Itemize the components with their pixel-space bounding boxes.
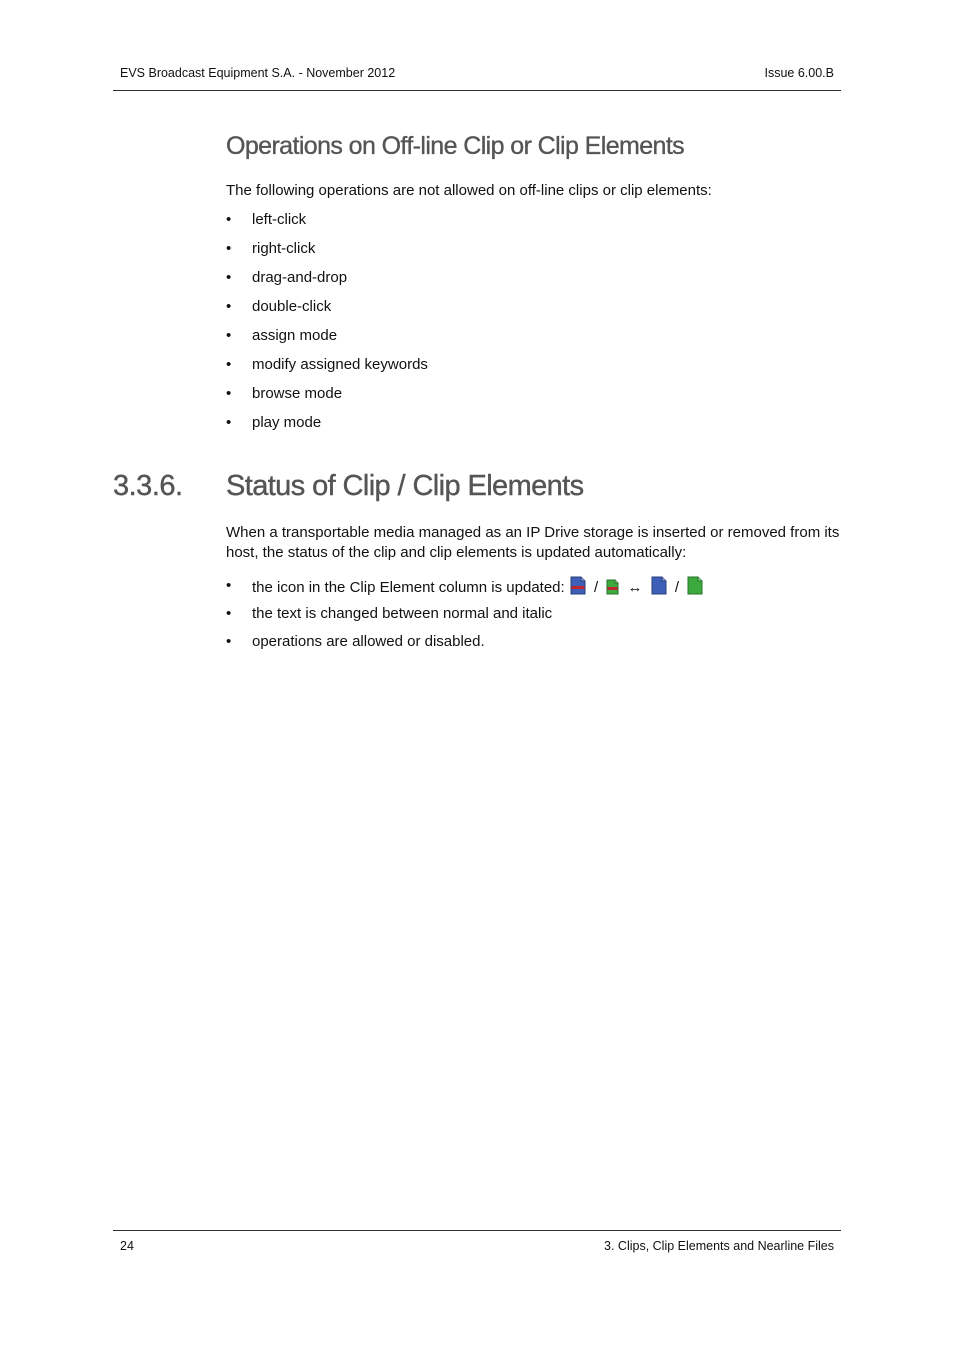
bullet-icon: • bbox=[226, 269, 232, 286]
bullet-icon: • bbox=[226, 385, 232, 402]
list-item-text: browse mode bbox=[252, 385, 343, 402]
bullet-icon: • bbox=[226, 577, 232, 594]
list-item bbox=[226, 384, 846, 413]
list-item-text: the text is changed between normal and italic bbox=[252, 605, 553, 622]
icon-separator: / bbox=[594, 579, 599, 596]
list-item bbox=[226, 413, 846, 442]
page-number: 24 bbox=[120, 1239, 134, 1253]
header-company-date: EVS Broadcast Equipment S.A. - November 2012 bbox=[120, 66, 396, 80]
list-item bbox=[226, 632, 846, 660]
bullet-icon: • bbox=[226, 240, 232, 257]
bullet-icon: • bbox=[226, 298, 232, 315]
offline-operations-list bbox=[226, 210, 846, 442]
page-footer bbox=[113, 1230, 841, 1253]
icon-separator: / bbox=[674, 579, 680, 596]
list-item bbox=[226, 576, 846, 604]
status-list bbox=[226, 576, 846, 660]
list-item-text: drag-and-drop bbox=[252, 269, 348, 286]
list-item bbox=[226, 326, 846, 355]
header-issue: Issue 6.00.B bbox=[764, 66, 834, 80]
list-item-text: the icon in the Clip Element column is updated: bbox=[252, 579, 565, 596]
section-number: 3.3.6. bbox=[113, 470, 183, 502]
page-header bbox=[113, 64, 841, 91]
list-item-text: assign mode bbox=[252, 327, 338, 344]
clip-offline-blue-icon bbox=[570, 576, 586, 601]
status-paragraph: When a transportable media managed as an IP Drive storage is inserted or removed from its host, the status of the clip and clip elements is updated automatically: bbox=[226, 524, 840, 561]
arrow-icon: ↔ bbox=[627, 579, 643, 596]
list-item bbox=[226, 604, 846, 632]
offline-intro-text: The following operations are not allowed on off-line clips or clip elements: bbox=[226, 182, 712, 199]
list-item bbox=[226, 355, 846, 384]
section-title-offline: Operations on Off-line Clip or Clip Elements bbox=[226, 132, 685, 160]
bullet-icon: • bbox=[226, 327, 232, 344]
list-item bbox=[226, 297, 846, 326]
list-item-text: play mode bbox=[252, 414, 322, 431]
list-item bbox=[226, 210, 846, 239]
footer-chapter: 3. Clips, Clip Elements and Nearline Files bbox=[604, 1239, 834, 1253]
bullet-icon: • bbox=[226, 605, 232, 622]
list-item bbox=[226, 268, 846, 297]
clip-element-offline-green-icon bbox=[606, 579, 619, 601]
bullet-icon: • bbox=[226, 633, 232, 650]
list-item-text: modify assigned keywords bbox=[252, 356, 428, 373]
section-title-status: Status of Clip / Clip Elements bbox=[226, 470, 584, 502]
list-item-text: left-click bbox=[252, 211, 307, 228]
list-item bbox=[226, 239, 846, 268]
clip-element-green-icon bbox=[687, 576, 703, 601]
list-item-text: operations are allowed or disabled. bbox=[252, 633, 485, 650]
clip-blue-icon bbox=[651, 576, 667, 601]
list-item-text: double-click bbox=[252, 298, 332, 315]
bullet-icon: • bbox=[226, 414, 232, 431]
bullet-icon: • bbox=[226, 356, 232, 373]
bullet-icon: • bbox=[226, 211, 232, 228]
list-item-text: right-click bbox=[252, 240, 316, 257]
